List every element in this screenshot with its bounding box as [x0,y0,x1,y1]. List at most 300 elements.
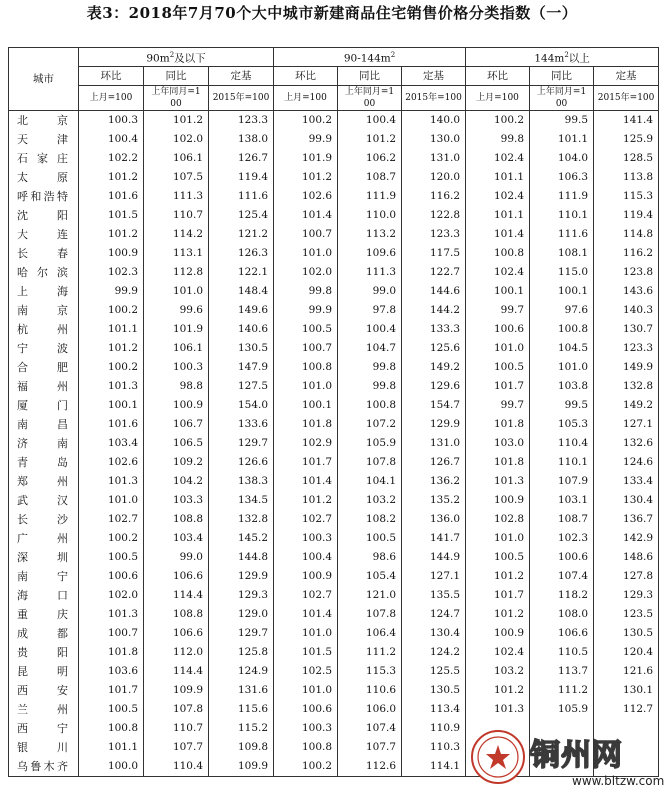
value-cell: 112.0 [144,643,209,662]
value-cell: 129.6 [402,377,466,396]
value-cell: 106.4 [338,624,402,643]
value-cell: 100.5 [274,320,338,339]
value-cell: 112.7 [594,700,659,719]
value-cell: 102.7 [79,510,144,529]
value-cell: 130.7 [594,320,659,339]
value-cell: 110.4 [144,757,209,777]
value-cell: 141.4 [594,111,659,131]
value-cell: 100.6 [530,548,594,567]
value-cell: 135.2 [402,491,466,510]
value-cell: 148.4 [209,282,274,301]
value-cell: 100.9 [274,567,338,586]
value-cell: 107.7 [338,738,402,757]
value-cell: 120.0 [402,168,466,187]
value-cell: 102.8 [466,510,530,529]
value-cell: 100.1 [530,282,594,301]
value-cell: 125.8 [209,643,274,662]
value-cell: 130.1 [594,681,659,700]
value-cell: 101.6 [79,187,144,206]
value-cell: 135.5 [402,586,466,605]
subheader-cell: 定基 [209,67,274,86]
table-row [9,586,659,605]
value-cell: 101.3 [79,472,144,491]
value-cell: 99.5 [530,396,594,415]
value-cell: 109.8 [209,738,274,757]
value-cell: 123.8 [594,263,659,282]
value-cell: 100.8 [274,738,338,757]
value-cell: 149.2 [594,396,659,415]
base-header-cell: 上月=100 [79,86,144,111]
value-cell: 123.3 [402,225,466,244]
table-row [9,301,659,320]
value-cell: 115.3 [338,662,402,681]
value-cell: 101.7 [466,377,530,396]
value-cell: 100.2 [274,757,338,777]
value-cell: 101.8 [79,643,144,662]
city-cell: 西安 [9,681,79,700]
city-cell: 长春 [9,244,79,263]
value-cell: 112.8 [144,263,209,282]
city-cell: 长沙 [9,510,79,529]
city-cell: 南京 [9,301,79,320]
table-row [9,225,659,244]
subheader-cell: 同比 [338,67,402,86]
value-cell: 100.2 [274,111,338,131]
value-cell: 123.3 [209,111,274,131]
value-cell: 101.7 [79,681,144,700]
value-cell: 111.9 [338,187,402,206]
value-cell: 101.3 [466,700,530,719]
value-cell: 104.1 [338,472,402,491]
value-cell: 154.0 [209,396,274,415]
value-cell: 126.6 [209,453,274,472]
city-cell: 合肥 [9,358,79,377]
city-cell: 哈尔滨 [9,263,79,282]
value-cell: 106.1 [144,339,209,358]
value-cell: 125.4 [209,206,274,225]
value-cell: 100.7 [274,339,338,358]
value-cell: 101.1 [530,130,594,149]
value-cell: 154.7 [402,396,466,415]
value-cell: 149.9 [594,358,659,377]
value-cell: 134.5 [209,491,274,510]
value-cell: 148.6 [594,548,659,567]
value-cell: 115.0 [530,263,594,282]
value-cell: 99.0 [338,282,402,301]
value-cell: 115.3 [594,187,659,206]
value-cell: 110.5 [530,643,594,662]
value-cell: 122.8 [402,206,466,225]
value-cell: 102.0 [79,586,144,605]
group-header-small: $90m^2$及以下 [79,48,274,67]
city-cell: 海口 [9,586,79,605]
value-cell: 110.1 [530,453,594,472]
value-cell: 117.5 [402,244,466,263]
value-cell: 106.3 [530,168,594,187]
value-cell: 102.3 [530,529,594,548]
value-cell: 107.8 [338,453,402,472]
table-row [9,510,659,529]
value-cell: 110.6 [338,681,402,700]
value-cell: 102.4 [466,149,530,168]
value-cell: 127.8 [594,567,659,586]
city-cell: 福州 [9,377,79,396]
value-cell: 101.1 [466,168,530,187]
table-row [9,339,659,358]
value-cell: 144.8 [209,548,274,567]
value-cell: 129.7 [209,624,274,643]
value-cell: 145.2 [209,529,274,548]
value-cell: 100.5 [338,529,402,548]
value-cell: 106.2 [338,149,402,168]
value-cell: 102.9 [274,434,338,453]
city-cell: 天津 [9,130,79,149]
table-row [9,187,659,206]
value-cell: 99.6 [144,301,209,320]
value-cell: 100.5 [79,548,144,567]
value-cell: 121.0 [338,586,402,605]
value-cell: 107.2 [338,415,402,434]
table-row [9,453,659,472]
value-cell: 133.6 [209,415,274,434]
value-cell: 100.8 [274,358,338,377]
value-cell: 100.8 [79,719,144,738]
value-cell: 131.6 [209,681,274,700]
value-cell: 104.5 [530,339,594,358]
value-cell: 121.6 [594,662,659,681]
value-cell: 115.6 [209,700,274,719]
value-cell: 101.3 [79,377,144,396]
table-row [9,149,659,168]
value-cell: 118.2 [530,586,594,605]
value-cell: 99.9 [79,282,144,301]
value-cell: 106.6 [530,624,594,643]
value-cell: 101.2 [274,491,338,510]
value-cell: 113.4 [402,700,466,719]
value-cell: 99.9 [274,130,338,149]
value-cell: 114.8 [594,225,659,244]
value-cell: 100.8 [466,244,530,263]
value-cell: 114.4 [144,586,209,605]
value-cell: 111.3 [338,263,402,282]
value-cell: 110.3 [402,738,466,757]
value-cell: 122.1 [209,263,274,282]
value-cell: 133.4 [594,472,659,491]
value-cell: 101.2 [79,168,144,187]
value-cell: 111.2 [530,681,594,700]
value-cell: 102.4 [466,643,530,662]
value-cell: 101.5 [274,643,338,662]
value-cell: 127.1 [594,415,659,434]
value-cell: 105.3 [530,415,594,434]
value-cell: 119.4 [209,168,274,187]
table-row [9,282,659,301]
city-cell: 重庆 [9,605,79,624]
price-index-table [8,47,659,777]
value-cell: 100.5 [466,358,530,377]
city-cell: 杭州 [9,320,79,339]
value-cell: 106.0 [338,700,402,719]
table-row [9,605,659,624]
value-cell: 112.6 [338,757,402,777]
value-cell: 132.8 [594,377,659,396]
value-cell: 101.3 [79,605,144,624]
value-cell: 107.5 [144,168,209,187]
value-cell: 99.9 [274,301,338,320]
value-cell: 100.9 [79,244,144,263]
value-cell: 120.4 [594,643,659,662]
value-cell: 108.0 [530,605,594,624]
value-cell: 97.6 [530,301,594,320]
value-cell: 143.6 [594,282,659,301]
value-cell: 130.5 [402,681,466,700]
base-header-cell: 2015年=100 [402,86,466,111]
value-cell: 100.4 [79,130,144,149]
value-cell: 101.4 [466,225,530,244]
value-cell: 99.5 [530,111,594,131]
value-cell: 100.3 [274,529,338,548]
value-cell: 144.9 [402,548,466,567]
value-cell: 100.3 [79,111,144,131]
watermark-url: www.bltzw.com [572,774,664,788]
value-cell: 129.9 [402,415,466,434]
value-cell: 99.8 [338,358,402,377]
value-cell: 149.6 [209,301,274,320]
value-cell: 109.9 [209,757,274,777]
value-cell: 136.2 [402,472,466,491]
value-cell: 98.8 [144,377,209,396]
value-cell: 110.4 [530,434,594,453]
value-cell: 110.9 [402,719,466,738]
value-cell: 109.6 [338,244,402,263]
city-cell: 昆明 [9,662,79,681]
city-cell: 乌鲁木齐 [9,757,79,777]
value-cell: 114.2 [144,225,209,244]
value-cell: 131.0 [402,149,466,168]
value-cell: 113.8 [594,168,659,187]
value-cell: 101.2 [466,681,530,700]
table-title: 表3：2018年7月70个大中城市新建商品住宅销售价格分类指数（一） [86,4,578,22]
value-cell: 100.4 [338,320,402,339]
value-cell: 144.6 [402,282,466,301]
value-cell: 99.8 [466,130,530,149]
value-cell: 129.7 [209,434,274,453]
value-cell: 142.9 [594,529,659,548]
value-cell: 103.2 [466,662,530,681]
table-row [9,662,659,681]
table-row [9,396,659,415]
value-cell: 103.6 [79,662,144,681]
value-cell: 101.0 [274,244,338,263]
value-cell: 102.4 [466,187,530,206]
city-cell: 太原 [9,168,79,187]
table-row [9,643,659,662]
value-cell: 101.0 [466,529,530,548]
value-cell: 101.2 [79,225,144,244]
value-cell: 104.2 [144,472,209,491]
city-cell: 武汉 [9,491,79,510]
city-cell: 西宁 [9,719,79,738]
table-row [9,415,659,434]
value-cell: 126.7 [402,453,466,472]
value-cell: 124.9 [209,662,274,681]
value-cell: 109.9 [144,681,209,700]
value-cell: 100.7 [274,225,338,244]
value-cell: 111.3 [144,187,209,206]
value-cell: 100.0 [79,757,144,777]
table-row [9,529,659,548]
value-cell: 100.6 [274,700,338,719]
value-cell: 100.2 [466,111,530,131]
city-cell: 济南 [9,434,79,453]
subheader-cell: 同比 [530,67,594,86]
value-cell: 100.5 [466,548,530,567]
value-cell: 136.7 [594,510,659,529]
table-row [9,111,659,131]
value-cell: 102.2 [79,149,144,168]
value-cell: 101.1 [79,320,144,339]
value-cell: 123.3 [594,339,659,358]
city-cell: 郑州 [9,472,79,491]
value-cell: 107.9 [530,472,594,491]
value-cell: 100.8 [530,320,594,339]
value-cell: 128.5 [594,149,659,168]
watermark-text: 铜州网 [530,738,623,773]
city-cell: 银川 [9,738,79,757]
city-cell: 厦门 [9,396,79,415]
value-cell: 114.1 [402,757,466,777]
value-cell: 132.6 [594,434,659,453]
value-cell: 101.8 [466,415,530,434]
value-cell: 101.4 [274,472,338,491]
value-cell: 115.2 [209,719,274,738]
subheader-row [9,67,659,86]
value-cell: 130.4 [402,624,466,643]
value-cell: 129.3 [594,586,659,605]
group-header-medium: $90-144m^2$ [274,48,466,67]
value-cell: 138.3 [209,472,274,491]
subheader-cell: 环比 [274,67,338,86]
subheader-cell: 环比 [466,67,530,86]
value-cell: 107.8 [338,605,402,624]
value-cell: 99.8 [338,377,402,396]
base-header-cell: 上月=100 [466,86,530,111]
value-cell: 101.5 [79,206,144,225]
value-cell: 116.2 [402,187,466,206]
value-cell: 124.7 [402,605,466,624]
table-row [9,491,659,510]
value-cell: 101.4 [274,605,338,624]
city-cell: 深圳 [9,548,79,567]
value-cell: 101.0 [79,491,144,510]
value-cell: 105.4 [338,567,402,586]
value-cell: 101.3 [466,472,530,491]
value-cell: 97.8 [338,301,402,320]
value-cell: 111.6 [530,225,594,244]
value-cell: 100.1 [274,396,338,415]
value-cell: 100.6 [79,567,144,586]
value-cell: 99.0 [144,548,209,567]
value-cell: 101.7 [274,453,338,472]
value-cell: 100.2 [79,529,144,548]
value-cell: 101.0 [274,681,338,700]
city-cell: 广州 [9,529,79,548]
value-cell: 102.6 [79,453,144,472]
value-cell: 106.5 [144,434,209,453]
city-cell: 大连 [9,225,79,244]
value-cell: 100.2 [79,301,144,320]
value-cell: 101.2 [144,111,209,131]
city-cell: 宁波 [9,339,79,358]
value-cell: 103.4 [79,434,144,453]
table-row [9,377,659,396]
table-row [9,472,659,491]
base-header-cell: 上年同月=1 00 [338,86,402,111]
value-cell: 131.0 [402,434,466,453]
table-row [9,320,659,339]
value-cell: 124.6 [594,453,659,472]
city-cell: 贵阳 [9,643,79,662]
value-cell: 110.1 [530,206,594,225]
value-cell: 99.7 [466,301,530,320]
value-cell: 103.0 [466,434,530,453]
value-cell: 102.5 [274,662,338,681]
value-cell: 124.2 [402,643,466,662]
value-cell: 108.1 [530,244,594,263]
value-cell: 129.0 [209,605,274,624]
value-cell: 101.0 [274,377,338,396]
value-cell: 140.0 [402,111,466,131]
value-cell: 108.7 [530,510,594,529]
value-cell: 100.9 [466,624,530,643]
value-cell: 100.3 [274,719,338,738]
value-cell: 130.4 [594,491,659,510]
value-cell: 138.0 [209,130,274,149]
table-row [9,206,659,225]
value-cell: 103.4 [144,529,209,548]
value-cell: 100.4 [274,548,338,567]
value-cell: 147.9 [209,358,274,377]
value-cell: 106.7 [144,415,209,434]
value-cell: 103.2 [338,491,402,510]
value-cell: 141.7 [402,529,466,548]
city-cell: 上海 [9,282,79,301]
base-header-cell: 2015年=100 [209,86,274,111]
city-cell: 南昌 [9,415,79,434]
value-cell: 127.1 [402,567,466,586]
value-cell: 101.8 [274,415,338,434]
table-row [9,700,659,719]
value-cell: 110.0 [338,206,402,225]
value-cell: 110.7 [144,206,209,225]
value-cell: 100.9 [466,491,530,510]
value-cell: 114.4 [144,662,209,681]
city-cell: 呼和浩特 [9,187,79,206]
value-cell: 107.4 [338,719,402,738]
value-cell: 101.6 [79,415,144,434]
value-cell: 125.9 [594,130,659,149]
table-row [9,681,659,700]
value-cell: 104.0 [530,149,594,168]
value-cell: 103.3 [144,491,209,510]
value-cell: 100.9 [144,396,209,415]
value-cell: 103.8 [530,377,594,396]
base-header-row [9,86,659,111]
value-cell: 101.2 [466,567,530,586]
city-cell: 兰州 [9,700,79,719]
value-cell: 101.7 [466,586,530,605]
value-cell: 140.6 [209,320,274,339]
